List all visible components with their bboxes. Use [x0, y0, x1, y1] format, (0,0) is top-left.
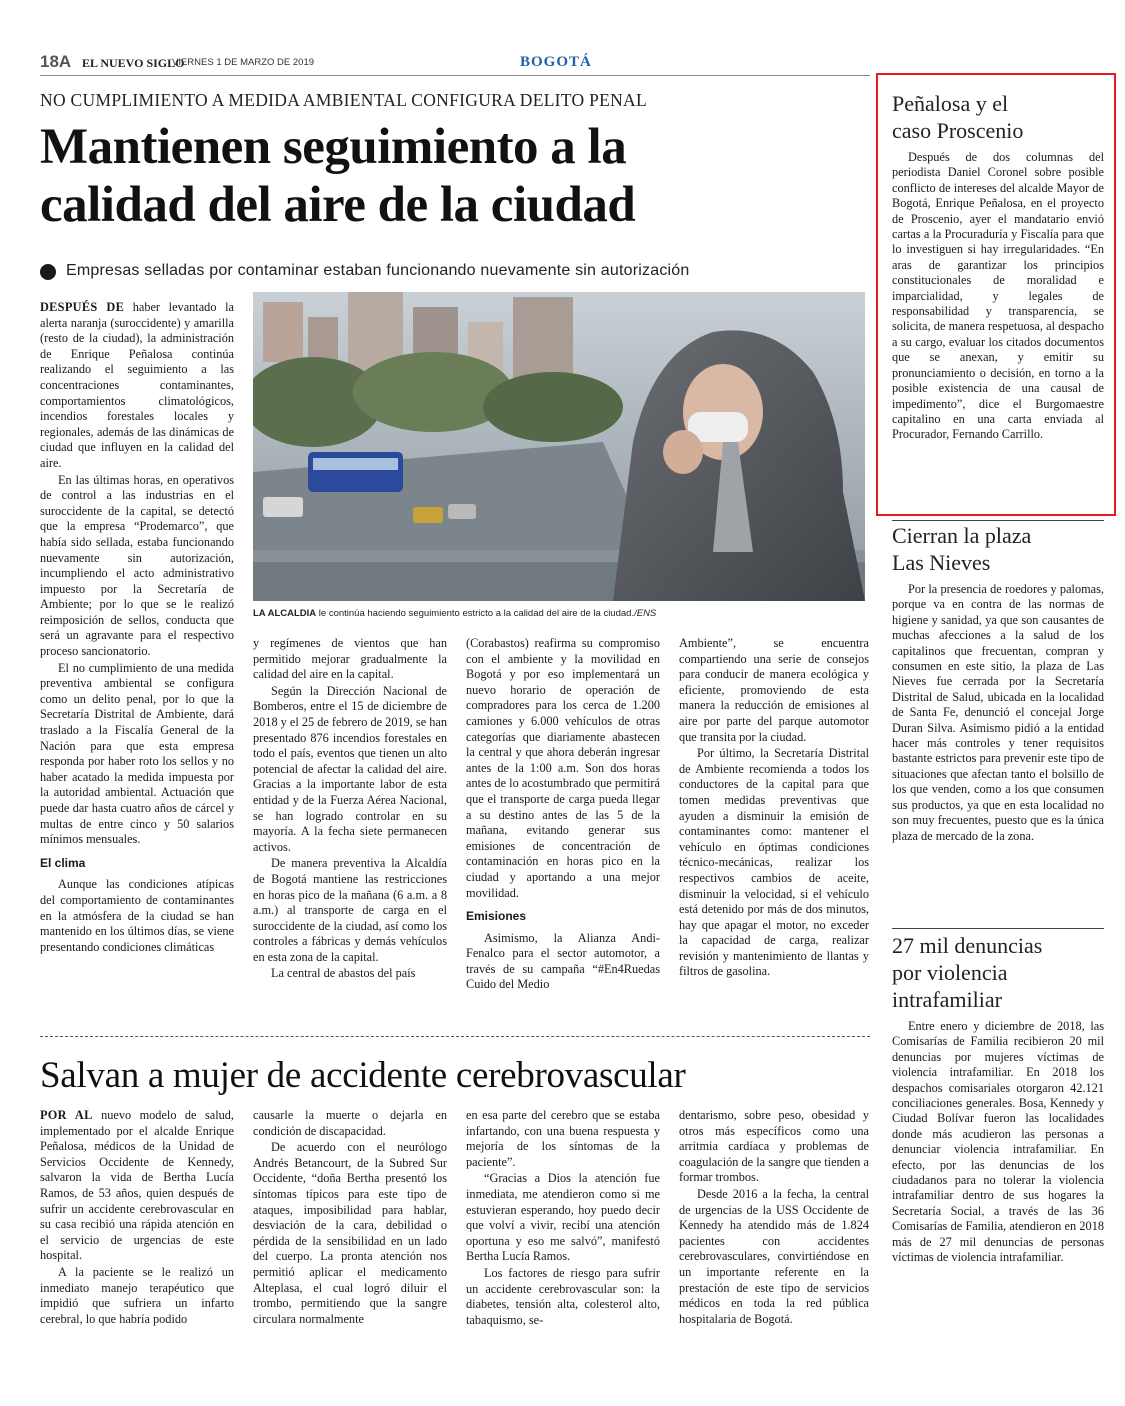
paragraph: POR AL nuevo modelo de salud, implementado por el alcalde Enrique Peñalosa, médicos de la Unidad de Servicios Occidente de Kennedy, salvaron la vida de Bertha Lucía Ramos, de 53 años, quien después de sufrir un accidente cerebrovascular en su casa recibió una rápida atención en el servicio de urgencias de este hospital.: [40, 1108, 234, 1263]
second-article-headline: Salvan a mujer de accidente cerebrovascular: [40, 1055, 686, 1096]
paragraph: “Gracias a Dios la atención fue inmediata, me atendieron como si me estuvieran esperando, hoy puedo decir que volví a vivir, recibí una atención oportuna y eso me salvó”, manifestó Bertha Lucía Ramos.: [466, 1171, 660, 1264]
section-name: BOGOTÁ: [520, 54, 592, 70]
paragraph: y regímenes de vientos que han permitido mejorar gradualmente la calidad del aire en la capital.: [253, 636, 447, 682]
paragraph: dentarismo, sobre peso, obesidad y otros más específicos como una arritmia cardíaca y problemas de coagulación de la sangre que tienden a formar trombos.: [679, 1108, 869, 1185]
photo-illustration: [253, 292, 865, 601]
section-heading: Emisiones: [466, 909, 527, 924]
paragraph: DESPUÉS DE haber levantado la alerta naranja (suroccidente) y amarilla (resto de la ciudad), la administración de Enrique Peñalosa continúa realizando el seguimiento a las concentraciones contaminantes, comportamientos climatológicos, incendios forestales locales y regionales, además de las dinámicas de ciudad que influyen en la calidad del aire.: [40, 300, 234, 470]
second-article-column-2: [253, 1108, 447, 1328]
paragraph: Aunque las condiciones atípicas del comportamiento de contaminantes en la atmósfera de la ciudad se han mantenido en los últimos días, se viene presentando condiciones climáticas: [40, 877, 234, 954]
sidebar-item-las-nieves: [892, 522, 1104, 844]
caption-text: le continúa haciendo seguimiento estricto a la calidad del aire de la ciudad.: [318, 608, 635, 619]
paragraph: A la paciente se le realizó un inmediato manejo terapéutico que impidió que sufriera un infarto cerebral, lo que habría podido: [40, 1264, 234, 1326]
paragraph: Los factores de riesgo para sufrir un accidente cerebrovascular son: la diabetes, tensión alta, colesterol alto, tabaquismo, se-: [466, 1265, 660, 1327]
article-kicker: NO CUMPLIMIENTO A MEDIDA AMBIENTAL CONFIGURA DELITO PENAL: [40, 90, 647, 110]
article-subhead: Empresas selladas por contaminar estaban funcionando nuevamente sin autorización: [66, 262, 690, 279]
paragraph: causarle la muerte o dejarla en condición de discapacidad.: [253, 1108, 447, 1138]
caption-lead: LA ALCALDIA: [253, 608, 317, 619]
main-article-column-4: [679, 636, 869, 981]
sidebar-title: 27 mil denuncias por violencia intrafamiliar: [892, 933, 1043, 1012]
paragraph: Según la Dirección Nacional de Bomberos, entre el 15 de diciembre de 2018 y el 25 de febrero de 2019, se han presentado 876 incendios forestales en todo el país, eventos que tienen un alto potencial de afectar la calidad del aire. Gracias a la importante labor de esta entidad y de la Fuerza Aérea Nacional, se han logrado controlar en su mayoría. A la fecha siete permanecen activos.: [253, 683, 447, 854]
paragraph: (Corabastos) reafirma su compromiso con el ambiente y la movilidad en Bogotá y por eso implementará un nuevo horario de operación de compradores para los cerca de 1.200 camiones y 6.000 vehículos de otras categorías que diariamente abastecen la central y que ahora deberán ingresar antes de la 1:00 a.m. Son dos horas antes de lo acostumbrado que permitirá que el transporte de carga pueda llegar a su destino antes de las 5 de la mañana, evitando generar sus emisiones de concentración de contaminación en horas pico en la ciudad y aportando a una mejor movilidad.: [466, 636, 660, 900]
bullet-icon: [40, 264, 56, 280]
article-divider: [40, 1036, 870, 1037]
paragraph: Ambiente”, se encuentra compartiendo una serie de consejos para conducir de manera ecológica y eficiente, promoviendo de esta manera la reducción de emisiones al aire por parte del parque automotor que transita por la ciudad.: [679, 636, 869, 744]
main-article-column-2: [253, 636, 447, 983]
sidebar-rule: [892, 520, 1104, 521]
headline-line-2: calidad del aire de la ciudad: [40, 177, 636, 233]
sidebar-text: Por la presencia de roedores y palomas, porque va en contra de las normas de higiene y sanidad, ya que son causantes de muchas afecciones a la salud de los capitalinos que frecuentan, compran y consumen en este sitio, la plaza de Las Nieves fue cerrada por la Secretaría Distrital de Salud, ubicada en la localidad de Santa Fe, denunció el concejal Jorge Duran Silva. Asimismo pidió a la entidad hacer más controles y tener requisitos bastante estrictos para prevenir este tipo de situaciones que afectan tanto el bolsillo de los que venden, como a los que consumen sus productos, ya que en esta localidad no son muy frecuentes, puesto que es la única plaza de mercado de la zona.: [892, 582, 1104, 843]
page-number: 18A: [40, 52, 72, 71]
paragraph: Por último, la Secretaría Distrital de Ambiente recomienda a todos los conductores de la capital para que tomen medidas preventivas que ayuden a disminuir la emisión de contaminantes como: mantener el vehículo en óptimas condiciones técnico-mecánicas, realizar los respectivos cambios de aceite, disminuir la velocidad, si el vehículo está detenido por más de dos minutos, hay que apagar el motor, no exceder la capacidad de carga, realizar revisión y mantenimiento de llantas y filtros de gasolina.: [679, 746, 869, 979]
photo-credit: /ENS: [634, 608, 657, 619]
sidebar-text: Entre enero y diciembre de 2018, las Comisarías de Familia recibieron 20 mil denuncias por mujeres víctimas de violencia intrafamiliar. En 2018 los despachos comisariales otorgaron 42.121 conciliaciones generales. Bosa, Kennedy y Ciudad Bolívar fueron las localidades donde más acudieron las personas a denunciar violencia intrafamiliar. En efecto, por las denuncias de los ciudadanos para no tolerar la violencia intrafamiliar dentro de sus hogares la Secretaría Social, a través de las 36 Comisarías de Familia, atendieron en 2018 más de 27 mil denuncias de personas víctimas de violencia intrafamiliar.: [892, 1019, 1104, 1265]
paragraph: La central de abastos del país: [271, 966, 416, 981]
sidebar-title: Peñalosa y el caso Proscenio: [892, 91, 1024, 143]
main-article-column-1: [40, 300, 234, 956]
paragraph: De manera preventiva la Alcaldía de Bogotá mantiene las restricciones en horas pico de la mañana (6 a.m. a 8 a.m.) al transporte de carga en el suroccidente de la ciudad, así como los controles a fábricas y demás vehículos en esta zona de la capital.: [253, 856, 447, 964]
article-headline: [40, 118, 860, 234]
sidebar-rule: [892, 928, 1104, 929]
header-rule: [40, 75, 870, 76]
sidebar-item-proscenio: [892, 90, 1104, 443]
main-article-column-3: [466, 636, 660, 994]
issue-date: VIERNES 1 DE MARZO DE 2019: [172, 57, 315, 68]
paragraph: Desde 2016 a la fecha, la central de urgencias de la USS Occidente de Kennedy ha atendido más de 1.824 pacientes con accidentes cerebrovasculares, convirtiéndose en un importante referente en la prestación de este tipo de servicios médicos en toda la red pública hospitalaria de Bogotá.: [679, 1186, 869, 1326]
second-article-column-4: [679, 1108, 869, 1328]
paragraph: Asimismo, la Alianza Andi-Fenalco para el sector automotor, a través de su campaña “#En4Ruedas Cuido del Medio: [466, 930, 660, 992]
paragraph: en esa parte del cerebro que se estaba infartando, con una buena respuesta y mejoría de los síntomas de la paciente”.: [466, 1108, 660, 1169]
lead-in: DESPUÉS DE: [40, 300, 125, 314]
sidebar-title: Cierran la plaza Las Nieves: [892, 523, 1032, 575]
second-article-column-3: [466, 1108, 660, 1329]
sidebar-text: Después de dos columnas del periodista Daniel Coronel sobre posible conflicto de intereses del alcalde Mayor de Bogotá, Enrique Peñalosa, en el proyecto de Proscenio, ayer el mandatario envió cartas a la Procuraduría y Fiscalía para que lo investiguen si hay irregularidades. “En aras de garantizar los principios constitucionales de moralidad e imparcialidad, y legales de responsabilidad y transparencia, se solicita, de manera respetuosa, al despacho a su cargo, evaluar los citados documentos que se anexan, y emitir su pronunciamiento o decisión, en torno a la posible existencia de una causal de impedimento”, dice el Burgomaestre capitalino en una carta enviada al Procurador, Fernando Carrillo.: [892, 150, 1104, 442]
paragraph: De acuerdo con el neurólogo Andrés Betancourt, de la Subred Sur Occidente, “doña Bertha presentó los síntomas típicos para este tipo de ataques, imposibilidad para hablar, desviación de la cara, debilidad o pérdida de la sensibilidad en un lado del cuerpo. La pronta atención nos permitió aplicar el medicamento Alteplasa, el cual logró diluir el trombo, permitiendo que la sangre circulara normalmente: [253, 1140, 447, 1326]
photo-caption: [253, 608, 865, 619]
publication-name: EL NUEVO SIGLO: [82, 56, 185, 70]
article-photo: [253, 292, 865, 601]
paragraph: El no cumplimiento de una medida preventiva ambiental se configura como un delito penal, por lo que la Secretaría Distrital de Ambiente, dará traslado a la Fiscalía General de la Nación para que esta empresa responda por haber roto los sellos y no haber acatado la medida impuesta por la autoridad ambiental. Actuación que puede dar hasta cuatro años de cárcel y multas de entre cinco y 50 salarios mínimos mensuales.: [40, 660, 234, 847]
headline-line-1: Mantienen seguimiento a la: [40, 119, 627, 175]
sidebar-item-violencia: [892, 932, 1104, 1266]
section-heading: El clima: [40, 855, 86, 870]
paragraph: En las últimas horas, en operativos de control a las industrias en el suroccidente de la capital, se detectó que la empresa “Prodemarco”, que había sido sellada, estaba funcionando nuevamente sin autorización, incumpliendo el acto administrativo impuesto por la Secretaría de Ambiente; por lo que se le realizó reimposición de sellos, conducta que será un agravante para el respectivo proceso sancionatorio.: [40, 472, 234, 659]
lead-in: POR AL: [40, 1108, 93, 1122]
second-article-column-1: [40, 1108, 234, 1328]
